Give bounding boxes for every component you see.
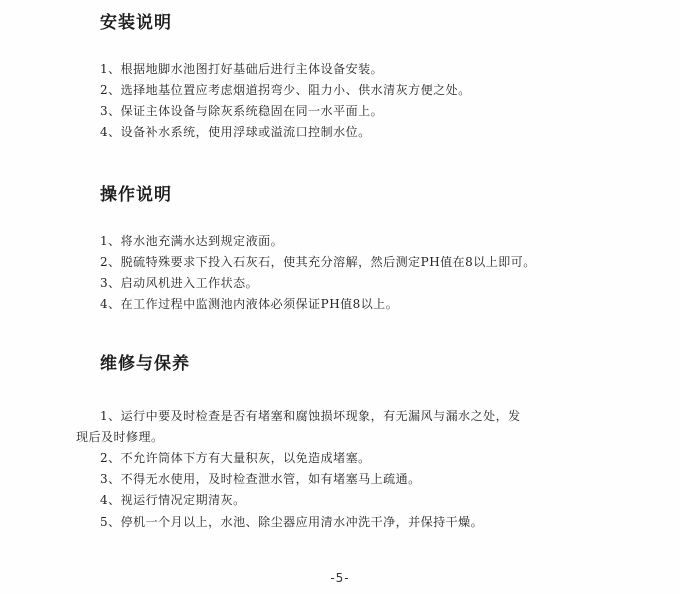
operation-item-1: 1、将水池充满水达到规定液面。 (100, 234, 284, 248)
installation-item-3: 3、保证主体设备与除灰系统稳固在同一水平面上。 (100, 104, 384, 118)
maintenance-item-5: 5、停机一个月以上，水池、除尘器应用清水冲洗干净，并保持干燥。 (100, 515, 484, 529)
maintenance-item-1: 1、运行中要及时检查是否有堵塞和腐蚀损坏现象，有无漏风与漏水之处，发 (100, 409, 521, 423)
installation-item-2: 2、选择地基位置应考虑烟道拐弯少、阻力小、供水清灰方便之处。 (100, 83, 471, 97)
maintenance-item-1-continued: 现后及时修理。 (76, 430, 164, 444)
maintenance-item-2: 2、不允许筒体下方有大量积灰，以免造成堵塞。 (100, 451, 371, 465)
operation-item-2: 2、脱硫特殊要求下投入石灰石，使其充分溶解，然后测定PH值在8以上即可。 (100, 255, 536, 269)
maintenance-title: 维修与保养 (100, 354, 190, 374)
operation-title: 操作说明 (100, 185, 172, 205)
installation-title: 安装说明 (100, 13, 172, 33)
maintenance-item-4: 4、视运行情况定期清灰。 (100, 493, 246, 507)
maintenance-item-3: 3、不得无水使用，及时检查泄水管，如有堵塞马上疏通。 (100, 472, 421, 486)
operation-item-3: 3、启动风机进入工作状态。 (100, 276, 259, 290)
installation-item-1: 1、根据地脚水池图打好基础后进行主体设备安装。 (100, 62, 384, 76)
operation-item-4: 4、在工作过程中监测池内液体必须保证PH值8以上。 (100, 297, 399, 311)
installation-item-4: 4、设备补水系统，使用浮球或溢流口控制水位。 (100, 125, 371, 139)
page-number: -5- (330, 571, 350, 585)
